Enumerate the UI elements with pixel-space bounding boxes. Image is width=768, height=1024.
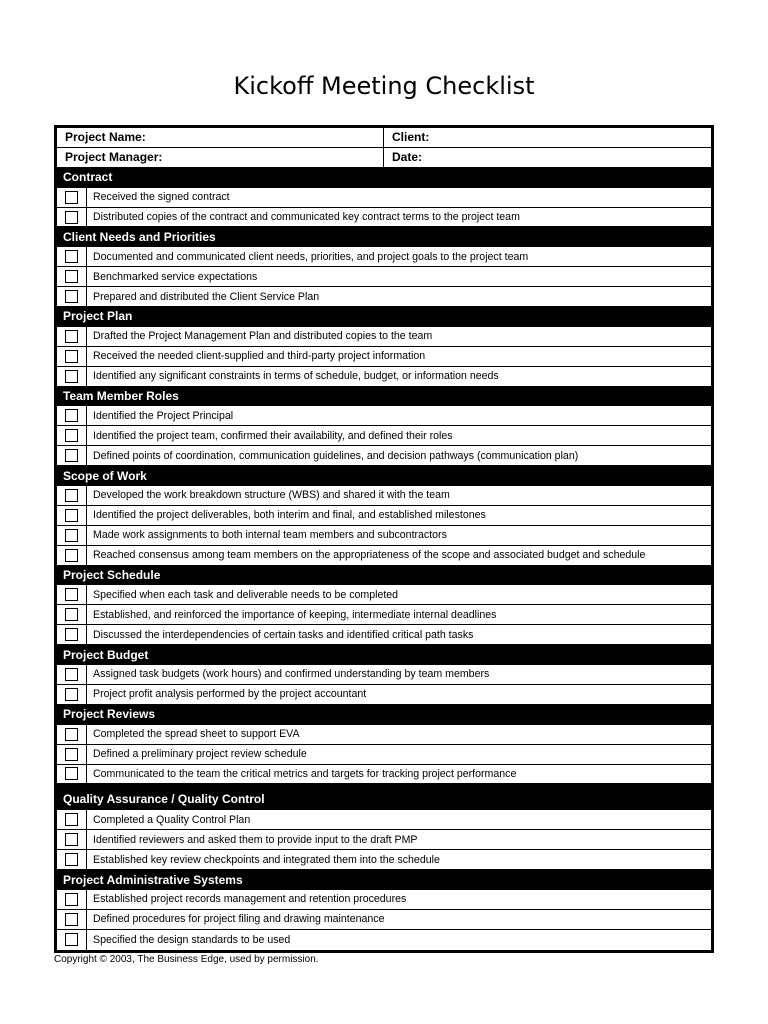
checklist-item <box>57 625 711 645</box>
checkbox-cell <box>57 665 87 684</box>
checkbox[interactable] <box>65 529 78 542</box>
checkbox-cell <box>57 367 87 386</box>
checklist-item <box>57 406 711 426</box>
checklist-item <box>57 910 711 930</box>
checklist-item <box>57 188 711 208</box>
checklist-item <box>57 208 711 228</box>
checklist-item <box>57 267 711 287</box>
checklist-item <box>57 930 711 950</box>
checkbox-cell <box>57 446 87 465</box>
checklist-item-label: Identified reviewers and asked them to provide input to the draft PMP <box>93 833 418 846</box>
checklist-item-label: Received the needed client-supplied and third-party project information <box>93 350 426 363</box>
checkbox[interactable] <box>65 688 78 701</box>
checklist-item <box>57 247 711 267</box>
checkbox-cell <box>57 327 87 346</box>
checkbox[interactable] <box>65 350 78 363</box>
checkbox[interactable] <box>65 509 78 522</box>
checklist-item-label: Received the signed contract <box>93 191 230 204</box>
checklist-item-label: Reached consensus among team members on the appropriateness of the scope and associated budget and schedule <box>93 549 646 562</box>
checkbox[interactable] <box>65 913 78 926</box>
copyright-footer: Copyright © 2003, The Business Edge, used by permission. <box>54 954 319 965</box>
checkbox-cell <box>57 765 87 784</box>
checkbox[interactable] <box>65 449 78 462</box>
checklist-item <box>57 810 711 830</box>
checklist-item-label: Defined procedures for project filing and drawing maintenance <box>93 913 385 926</box>
section-header: Project Administrative Systems <box>57 870 711 890</box>
checklist-item <box>57 367 711 387</box>
checklist-item-label: Documented and communicated client needs, priorities, and project goals to the project team <box>93 250 529 263</box>
checkbox[interactable] <box>65 833 78 846</box>
checklist-item <box>57 585 711 605</box>
checkbox-cell <box>57 890 87 909</box>
checklist-item <box>57 287 711 307</box>
checkbox-cell <box>57 208 87 227</box>
checklist-item <box>57 526 711 546</box>
checkbox-cell <box>57 406 87 425</box>
checklist-item-label: Completed the spread sheet to support EVA <box>93 728 300 741</box>
checklist-item-label: Established, and reinforced the importance of keeping, intermediate internal deadlines <box>93 608 497 621</box>
section-header: Scope of Work <box>57 466 711 486</box>
checkbox-cell <box>57 725 87 744</box>
checklist-item-label: Completed a Quality Control Plan <box>93 813 251 826</box>
checkbox-cell <box>57 810 87 829</box>
checklist-item <box>57 685 711 705</box>
checkbox[interactable] <box>65 549 78 562</box>
checklist-item <box>57 765 711 785</box>
checkbox-cell <box>57 506 87 525</box>
page-title: Kickoff Meeting Checklist <box>233 72 535 100</box>
checkbox-cell <box>57 625 87 644</box>
checklist-item-label: Defined a preliminary project review schedule <box>93 748 307 761</box>
section-header: Project Budget <box>57 645 711 665</box>
checklist-item-label: Identified the Project Principal <box>93 409 234 422</box>
checklist-item-label: Identified any significant constraints in terms of schedule, budget, or information needs <box>93 370 499 383</box>
section-header: Project Plan <box>57 307 711 327</box>
checklist-item-label: Project profit analysis performed by the project accountant <box>93 688 367 701</box>
checkbox-cell <box>57 910 87 929</box>
checkbox[interactable] <box>65 748 78 761</box>
checklist-item <box>57 665 711 685</box>
checklist-item-label: Established key review checkpoints and integrated them into the schedule <box>93 853 440 866</box>
section-header: Team Member Roles <box>57 387 711 407</box>
checkbox-cell <box>57 930 87 950</box>
date-field[interactable]: Date: <box>392 150 423 165</box>
checklist-item-label: Defined points of coordination, communication guidelines, and decision pathways (communication plan) <box>93 449 579 462</box>
project-name-field[interactable]: Project Name: <box>57 128 384 147</box>
checklist-item-label: Prepared and distributed the Client Service Plan <box>93 290 320 303</box>
checkbox-cell <box>57 685 87 704</box>
checklist-item <box>57 327 711 347</box>
checkbox[interactable] <box>65 588 78 601</box>
checkbox-cell <box>57 850 87 869</box>
checkbox[interactable] <box>65 608 78 621</box>
checklist-item-label: Communicated to the team the critical metrics and targets for tracking project performance <box>93 767 517 780</box>
checkbox-cell <box>57 585 87 604</box>
checklist-item-label: Specified when each task and deliverable needs to be completed <box>93 588 399 601</box>
section-header: Quality Assurance / Quality Control <box>57 784 711 810</box>
checklist-item <box>57 347 711 367</box>
checklist-item <box>57 605 711 625</box>
checkbox[interactable] <box>65 813 78 826</box>
checklist-item <box>57 745 711 765</box>
sections-container <box>57 168 711 950</box>
checkbox[interactable] <box>65 290 78 303</box>
checkbox-cell <box>57 546 87 565</box>
client-field[interactable]: Client: <box>392 130 430 145</box>
checklist-item-label: Made work assignments to both internal team members and subcontractors <box>93 529 447 542</box>
section-header: Project Schedule <box>57 566 711 586</box>
section-header: Project Reviews <box>57 705 711 725</box>
checklist-item <box>57 830 711 850</box>
header-row-1 <box>57 128 711 148</box>
checkbox[interactable] <box>65 933 78 946</box>
section-header: Client Needs and Priorities <box>57 227 711 247</box>
section-header: Contract <box>57 168 711 188</box>
checklist-item <box>57 486 711 506</box>
checklist-item <box>57 850 711 870</box>
checkbox[interactable] <box>65 489 78 502</box>
checkbox-cell <box>57 745 87 764</box>
checkbox-cell <box>57 188 87 207</box>
checklist-item <box>57 890 711 910</box>
checkbox[interactable] <box>65 668 78 681</box>
checkbox-cell <box>57 347 87 366</box>
checkbox[interactable] <box>65 893 78 906</box>
checkbox[interactable] <box>65 628 78 641</box>
checklist-table <box>54 125 714 953</box>
project-manager-field[interactable]: Project Manager: <box>57 148 384 167</box>
checklist-item-label: Drafted the Project Management Plan and distributed copies to the team <box>93 330 433 343</box>
checkbox-cell <box>57 830 87 849</box>
checkbox-cell <box>57 247 87 266</box>
checkbox[interactable] <box>65 409 78 422</box>
checklist-item <box>57 546 711 566</box>
checklist-item-label: Distributed copies of the contract and communicated key contract terms to the project team <box>93 211 520 223</box>
checklist-item <box>57 426 711 446</box>
checkbox[interactable] <box>65 270 78 283</box>
checkbox-cell <box>57 426 87 445</box>
checklist-item-label: Discussed the interdependencies of certain tasks and identified critical path tasks <box>93 628 474 641</box>
checkbox-cell <box>57 486 87 505</box>
checklist-item-label: Established project records management and retention procedures <box>93 893 407 906</box>
checkbox[interactable] <box>65 211 78 224</box>
checklist-item-label: Developed the work breakdown structure (WBS) and shared it with the team <box>93 489 450 502</box>
checkbox[interactable] <box>65 330 78 343</box>
checklist-item-label: Assigned task budgets (work hours) and confirmed understanding by team members <box>93 668 490 681</box>
checkbox-cell <box>57 287 87 306</box>
checkbox[interactable] <box>65 767 78 780</box>
checklist-item-label: Identified the project deliverables, both interim and final, and established milestones <box>93 509 486 522</box>
checkbox-cell <box>57 605 87 624</box>
checkbox[interactable] <box>65 429 78 442</box>
checkbox[interactable] <box>65 191 78 204</box>
checklist-item-label: Benchmarked service expectations <box>93 270 258 283</box>
checklist-item-label: Specified the design standards to be used <box>93 933 291 946</box>
checkbox-cell <box>57 267 87 286</box>
checkbox[interactable] <box>65 853 78 866</box>
checklist-item-label: Identified the project team, confirmed their availability, and defined their roles <box>93 429 453 442</box>
header-row-2 <box>57 148 711 168</box>
checkbox[interactable] <box>65 370 78 383</box>
checkbox-cell <box>57 526 87 545</box>
checklist-item <box>57 725 711 745</box>
checkbox[interactable] <box>65 250 78 263</box>
checklist-item <box>57 506 711 526</box>
checkbox[interactable] <box>65 728 78 741</box>
checklist-item <box>57 446 711 466</box>
